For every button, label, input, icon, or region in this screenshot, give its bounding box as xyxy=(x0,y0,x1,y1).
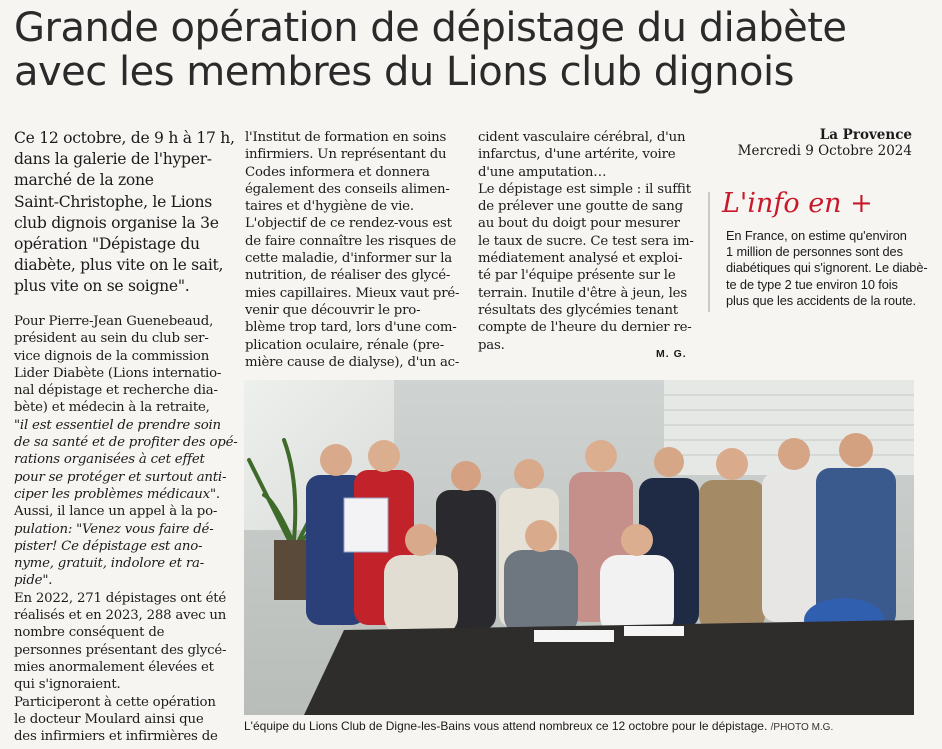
body-line: le docteur Moulard ainsi que xyxy=(14,711,204,727)
body-line: Pour Pierre-Jean Guenebeaud, xyxy=(14,314,214,329)
body-line: le taux de sucre. Ce test sera im- xyxy=(478,233,694,249)
quote-line: pour se protéger et surtout anti- xyxy=(14,469,227,485)
photo-caption xyxy=(244,719,833,733)
column-1-body xyxy=(14,313,238,745)
lead-paragraph xyxy=(14,128,235,298)
body-line: vice dignois de la commission xyxy=(14,348,210,364)
body-line: au bout du doigt pour mesurer xyxy=(478,216,680,232)
body-line: terrain. Inutile d'être à jeun, les xyxy=(478,285,687,301)
body-line: Participeront à cette opération xyxy=(14,694,216,710)
body-line: En 2022, 271 dépistages ont été xyxy=(14,590,227,606)
body-line: nutrition, de réaliser des glycé- xyxy=(245,268,451,284)
body-line: l'Institut de formation en soins xyxy=(245,130,447,145)
column-2-body xyxy=(245,129,459,371)
lead-line: plus vite on se soigne". xyxy=(14,277,190,296)
lead-line: opération "Dépistage du xyxy=(14,235,200,254)
author-signature: M. G. xyxy=(656,348,687,360)
body-line: résultats des glycémies tenant xyxy=(478,302,678,318)
body-line: des infirmiers et infirmières de xyxy=(14,729,218,745)
lead-line: club dignois organise la 3e xyxy=(14,213,219,232)
lead-line: Saint-Christophe, le Lions xyxy=(14,192,212,211)
body-line: président au sein du club ser- xyxy=(14,331,209,347)
body-line: L'objectif de ce rendez-vous est xyxy=(245,216,452,232)
body-line: médiatement analysé et exploi- xyxy=(478,251,683,267)
quote-line: pister! Ce dépistage est ano- xyxy=(14,538,203,554)
body-line: Le dépistage est simple : il suffit xyxy=(478,181,691,197)
lead-line: diabète, plus vite on le sait, xyxy=(14,256,224,275)
info-box-text xyxy=(726,228,928,309)
body-line: blème trop tard, lors d'une com- xyxy=(245,320,457,336)
body-line: réalisés et en 2023, 288 avec un xyxy=(14,608,227,624)
info-line: te de type 2 tue environ 10 fois xyxy=(726,276,898,292)
body-line: plication oculaire, rénale (pre- xyxy=(245,337,444,353)
photo-credit: /PHOTO M.G. xyxy=(770,722,834,733)
quote-line: "il est essentiel de prendre soin xyxy=(14,417,221,433)
column-3-body xyxy=(478,129,694,354)
quote-line: de sa santé et de profiter des opé- xyxy=(14,435,238,451)
body-line: compte de l'heure du dernier re- xyxy=(478,320,692,336)
group-photo xyxy=(244,380,914,715)
group-photo-illustration xyxy=(244,380,914,715)
source-block xyxy=(738,127,912,159)
article-headline xyxy=(14,6,929,94)
quote-line: pulation: "Venez vous faire dé- xyxy=(14,521,214,537)
headline-line-1: Grande opération de dépistage du diabète xyxy=(14,5,847,51)
body-line: cette maladie, d'informer sur la xyxy=(245,251,452,267)
body-line: nal dépistage et recherche dia- xyxy=(14,383,218,399)
info-line: 1 million de personnes sont des xyxy=(726,244,903,260)
body-line: venir que découvrir le pro- xyxy=(245,302,421,318)
body-line: mies capillaires. Mieux vaut pré- xyxy=(245,285,460,301)
body-line: taires et d'hygiène de vie. xyxy=(245,199,414,215)
lead-line: dans la galerie de l'hyper- xyxy=(14,150,212,169)
publication-date: Mercredi 9 Octobre 2024 xyxy=(737,143,912,159)
body-line: té par l'équipe présente sur le xyxy=(478,268,676,284)
quote-line: ciper les problèmes médicaux". xyxy=(14,486,220,502)
body-line: cident vasculaire cérébral, d'un xyxy=(478,130,686,145)
body-line: infarctus, d'une artérite, voire xyxy=(478,147,676,163)
info-line: diabétiques qui s'ignorent. Le diabè- xyxy=(726,260,928,276)
body-line: Aussi, il lance un appel à la po- xyxy=(14,504,218,520)
lead-line: marché de la zone xyxy=(14,171,154,190)
info-box-title: L'info en + xyxy=(722,188,873,219)
headline-line-2: avec les membres du Lions club dignois xyxy=(14,49,794,95)
quote-line: rations organisées à cet effet xyxy=(14,452,205,468)
body-line: pas. xyxy=(478,337,505,353)
body-line: Lider Diabète (Lions internatio- xyxy=(14,365,222,381)
body-line: d'une amputation… xyxy=(478,164,607,180)
body-line: infirmiers. Un représentant du xyxy=(245,147,447,163)
body-line: bète) et médecin à la retraite, xyxy=(14,400,210,416)
info-box-rule xyxy=(708,192,710,312)
body-line: de faire connaître les risques de xyxy=(245,233,457,249)
body-line: mière cause de dialyse), d'un ac- xyxy=(245,354,460,370)
info-line: En France, on estime qu'environ xyxy=(726,228,907,243)
body-line: Codes informera et donnera xyxy=(245,164,430,180)
caption-text: L'équipe du Lions Club de Digne-les-Bains vous attend nombreux ce 12 octobre pour le dépistage. xyxy=(244,719,768,733)
quote-line: pide". xyxy=(14,573,53,589)
lead-line: Ce 12 octobre, de 9 h à 17 h, xyxy=(14,129,235,147)
quote-line: nyme, gratuit, indolore et ra- xyxy=(14,556,205,572)
body-line: mies anormalement élevées et xyxy=(14,659,214,675)
body-line: personnes présentant des glycé- xyxy=(14,642,227,658)
body-line: également des conseils alimen- xyxy=(245,181,450,197)
info-line: plus que les accidents de la route. xyxy=(726,292,916,308)
body-line: qui s'ignoraient. xyxy=(14,677,121,693)
publication-name: La Provence xyxy=(819,127,912,143)
body-line: de prélever une goutte de sang xyxy=(478,199,683,215)
body-line: nombre conséquent de xyxy=(14,625,165,641)
